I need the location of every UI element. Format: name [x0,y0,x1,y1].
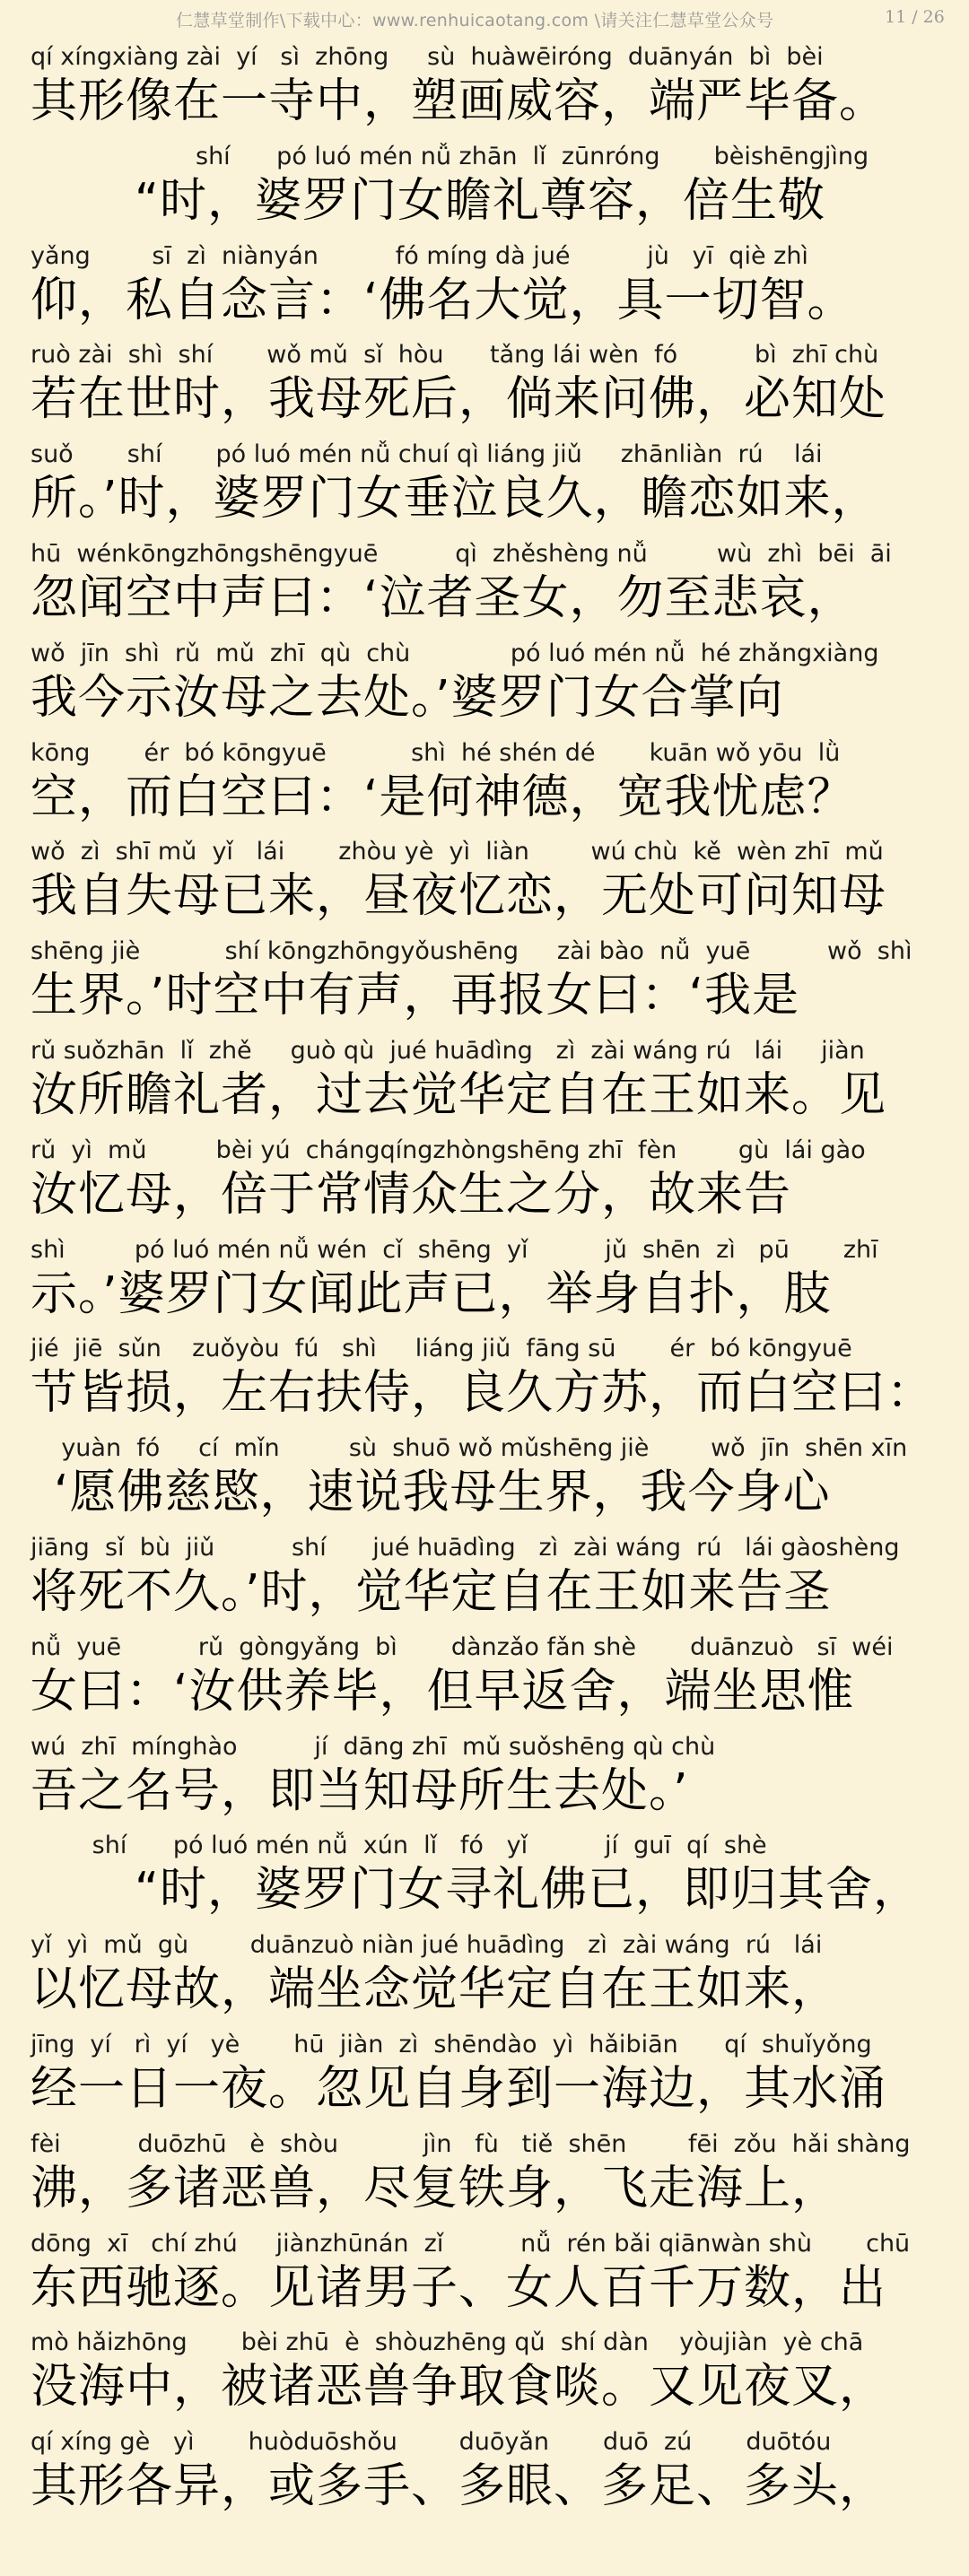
pinyin-line: hū wénkōngzhōngshēngyuē qì zhěshèng nǚ wù zhì bēi āi [31,539,892,568]
hanzi-line: 其形各异，或多手、多眼、多足、多头， [31,2459,887,2514]
text-line [0,1729,969,1829]
pinyin-line: yuàn fó cí mǐn sù shuō wǒ mǔshēng jiè wǒ jīn shēn xīn [31,1434,908,1463]
text-line [0,437,969,536]
text-line [0,2226,969,2326]
hanzi-line: 空，而白空曰：‘是何神德，宽我忧虑？ [31,770,855,824]
text-line [0,2127,969,2226]
pinyin-line: jié jiē sǔn zuǒyòu fú shì liáng jiǔ fāng sū ér bó kōngyuē [31,1335,852,1363]
pinyin-line: nǚ yuē rǔ gòngyǎng bì dànzǎo fǎn shè duānzuò sī wéi [31,1632,894,1661]
pinyin-line: yǐ yì mǔ gù duānzuò niàn jué huādìng zì zài wáng rú lái [31,1931,823,1960]
pinyin-line: shēng jiè shí kōngzhōngyǒushēng zài bào nǚ yuē wǒ shì [31,937,912,966]
hanzi-line: 仰，私自念言：‘佛名大觉，具一切智。 [31,273,855,327]
pinyin-line: wǒ zì shī mǔ yǐ lái zhòu yè yì liàn wú chù kě wèn zhī mǔ [31,838,884,866]
pinyin-line: wú zhī mínghào jí dāng zhī mǔ suǒshēng qù chù [31,1732,716,1761]
hanzi-line: 吾之名号，即当知母所生去处。’ [31,1763,689,1818]
hanzi-line: 女曰：‘汝供养毕，但早返舍，端坐思惟 [31,1664,855,1719]
text-line [0,1530,969,1630]
pinyin-line: jiāng sǐ bù jiǔ shí jué huādìng zì zài wáng rú lái gàoshèng [31,1533,900,1562]
pinyin-line: fèi duōzhū è shòu jìn fù tiě shēn fēi zǒu hǎi shàng [31,2129,911,2158]
text-line [0,2027,969,2127]
text-line [0,1033,969,1133]
text-line [0,139,969,239]
hanzi-line: 经一日一夜。忽见自身到一海边，其水涌 [31,2061,887,2116]
pinyin-line: jīng yí rì yí yè hū jiàn zì shēndào yì hǎibiān qí shuǐyǒng [31,2030,872,2058]
pinyin-line: shì pó luó mén nǚ wén cǐ shēng yǐ jǔ shēn zì pū zhī [31,1235,878,1264]
text-line [0,1928,969,2027]
hanzi-line: “时，婆罗门女瞻礼尊容，倍生敬 [135,173,825,228]
text-line [0,1630,969,1729]
text-line [0,39,969,139]
text-line [0,536,969,636]
hanzi-line: 东西驰逐。见诸男子、女人百千万数，出 [31,2260,887,2315]
text-line [0,239,969,338]
hanzi-line: 所。’时，婆罗门女垂泣良久，瞻恋如来， [31,472,879,527]
hanzi-line: 忽闻空中声曰：‘泣者圣女，勿至悲哀， [31,570,855,625]
text-body [0,39,969,2524]
hanzi-line: 我自失母已来，昼夜忆恋，无处可问知母 [31,869,887,924]
text-line [0,1232,969,1332]
page-number: 11 / 26 [885,7,945,27]
hanzi-line: “时，婆罗门女寻礼佛已，即归其舍， [135,1863,921,1918]
hanzi-line: 没海中，被诸恶兽争取食啖。又见夜叉， [31,2360,887,2415]
hanzi-line: 我今示汝母之去处。’婆罗门女合掌向 [31,670,784,725]
hanzi-line: 节皆损，左右扶侍，良久方苏，而白空曰： [31,1366,935,1421]
hanzi-line: 若在世时，我母死后，倘来问佛，必知处 [31,372,887,427]
pinyin-line: qí xíng gè yì huòduōshǒu duōyǎn duō zú duōtóu [31,2428,832,2457]
hanzi-line: ‘愿佛慈愍，速说我母生界，我今身心 [54,1466,831,1520]
text-line [0,1331,969,1431]
text-line [0,735,969,835]
hanzi-line: 示。’婆罗门女闻此声已，举身自扑，肢 [31,1266,832,1321]
hanzi-line: 生界。’时空中有声，再报女曰：‘我是 [31,969,800,1023]
hanzi-line: 以忆母故，端坐念觉华定自在王如来， [31,1962,840,2017]
hanzi-line: 汝所瞻礼者，过去觉华定自在王如来。见 [31,1067,887,1122]
hanzi-line: 其形像在一寺中，塑画威容，端严毕备。 [31,74,887,128]
text-line [0,934,969,1033]
text-line [0,1828,969,1928]
page-header [0,0,969,41]
pinyin-line: qí xíngxiàng zài yí sì zhōng sù huàwēiróng duānyán bì bèi [31,43,824,71]
text-line [0,2424,969,2524]
text-line [0,2325,969,2424]
hanzi-line: 汝忆母，倍于常情众生之分，故来告 [31,1167,792,1222]
pinyin-line: suǒ shí pó luó mén nǚ chuí qì liáng jiǔ zhānliàn rú lái [31,440,823,469]
pinyin-line: shí pó luó mén nǚ zhān lǐ zūnróng bèishēngjìng [196,142,869,170]
pinyin-line: mò hǎizhōng bèi zhū è shòuzhēng qǔ shí dàn yòujiàn yè chā [31,2328,864,2357]
pinyin-line: dōng xī chí zhú jiànzhūnán zǐ nǚ rén bǎi qiānwàn shù chū [31,2229,911,2258]
pinyin-line: rǔ suǒzhān lǐ zhě guò qù jué huādìng zì zài wáng rú lái jiàn [31,1036,865,1065]
text-line [0,337,969,437]
hanzi-line: 将死不久。’时，觉华定自在王如来告圣 [31,1564,832,1619]
text-line [0,834,969,934]
text-line [0,1133,969,1232]
pinyin-line: yǎng sī zì niànyán fó míng dà jué jù yī qiè zhì [31,241,808,270]
pinyin-line: wǒ jīn shì rǔ mǔ zhī qù chù pó luó mén nǚ hé zhǎngxiàng [31,639,879,667]
text-line [0,636,969,735]
pinyin-line: shí pó luó mén nǚ xún lǐ fó yǐ jí guī qí shè [31,1832,767,1860]
pinyin-line: kōng ér bó kōngyuē shì hé shén dé kuān wǒ yōu lǜ [31,738,841,767]
header-text: 仁慧草堂制作\下载中心：www.renhuicaotang.com \请关注仁慧草堂公众号 [176,11,774,30]
text-line [0,1431,969,1530]
hanzi-line: 沸，多诸恶兽，尽复铁身，飞走海上， [31,2161,840,2215]
pinyin-line: rǔ yì mǔ bèi yú chángqíngzhòngshēng zhī fèn gù lái gào [31,1136,866,1164]
pinyin-line: ruò zài shì shí wǒ mǔ sǐ hòu tǎng lái wèn fó bì zhī chù [31,341,879,370]
